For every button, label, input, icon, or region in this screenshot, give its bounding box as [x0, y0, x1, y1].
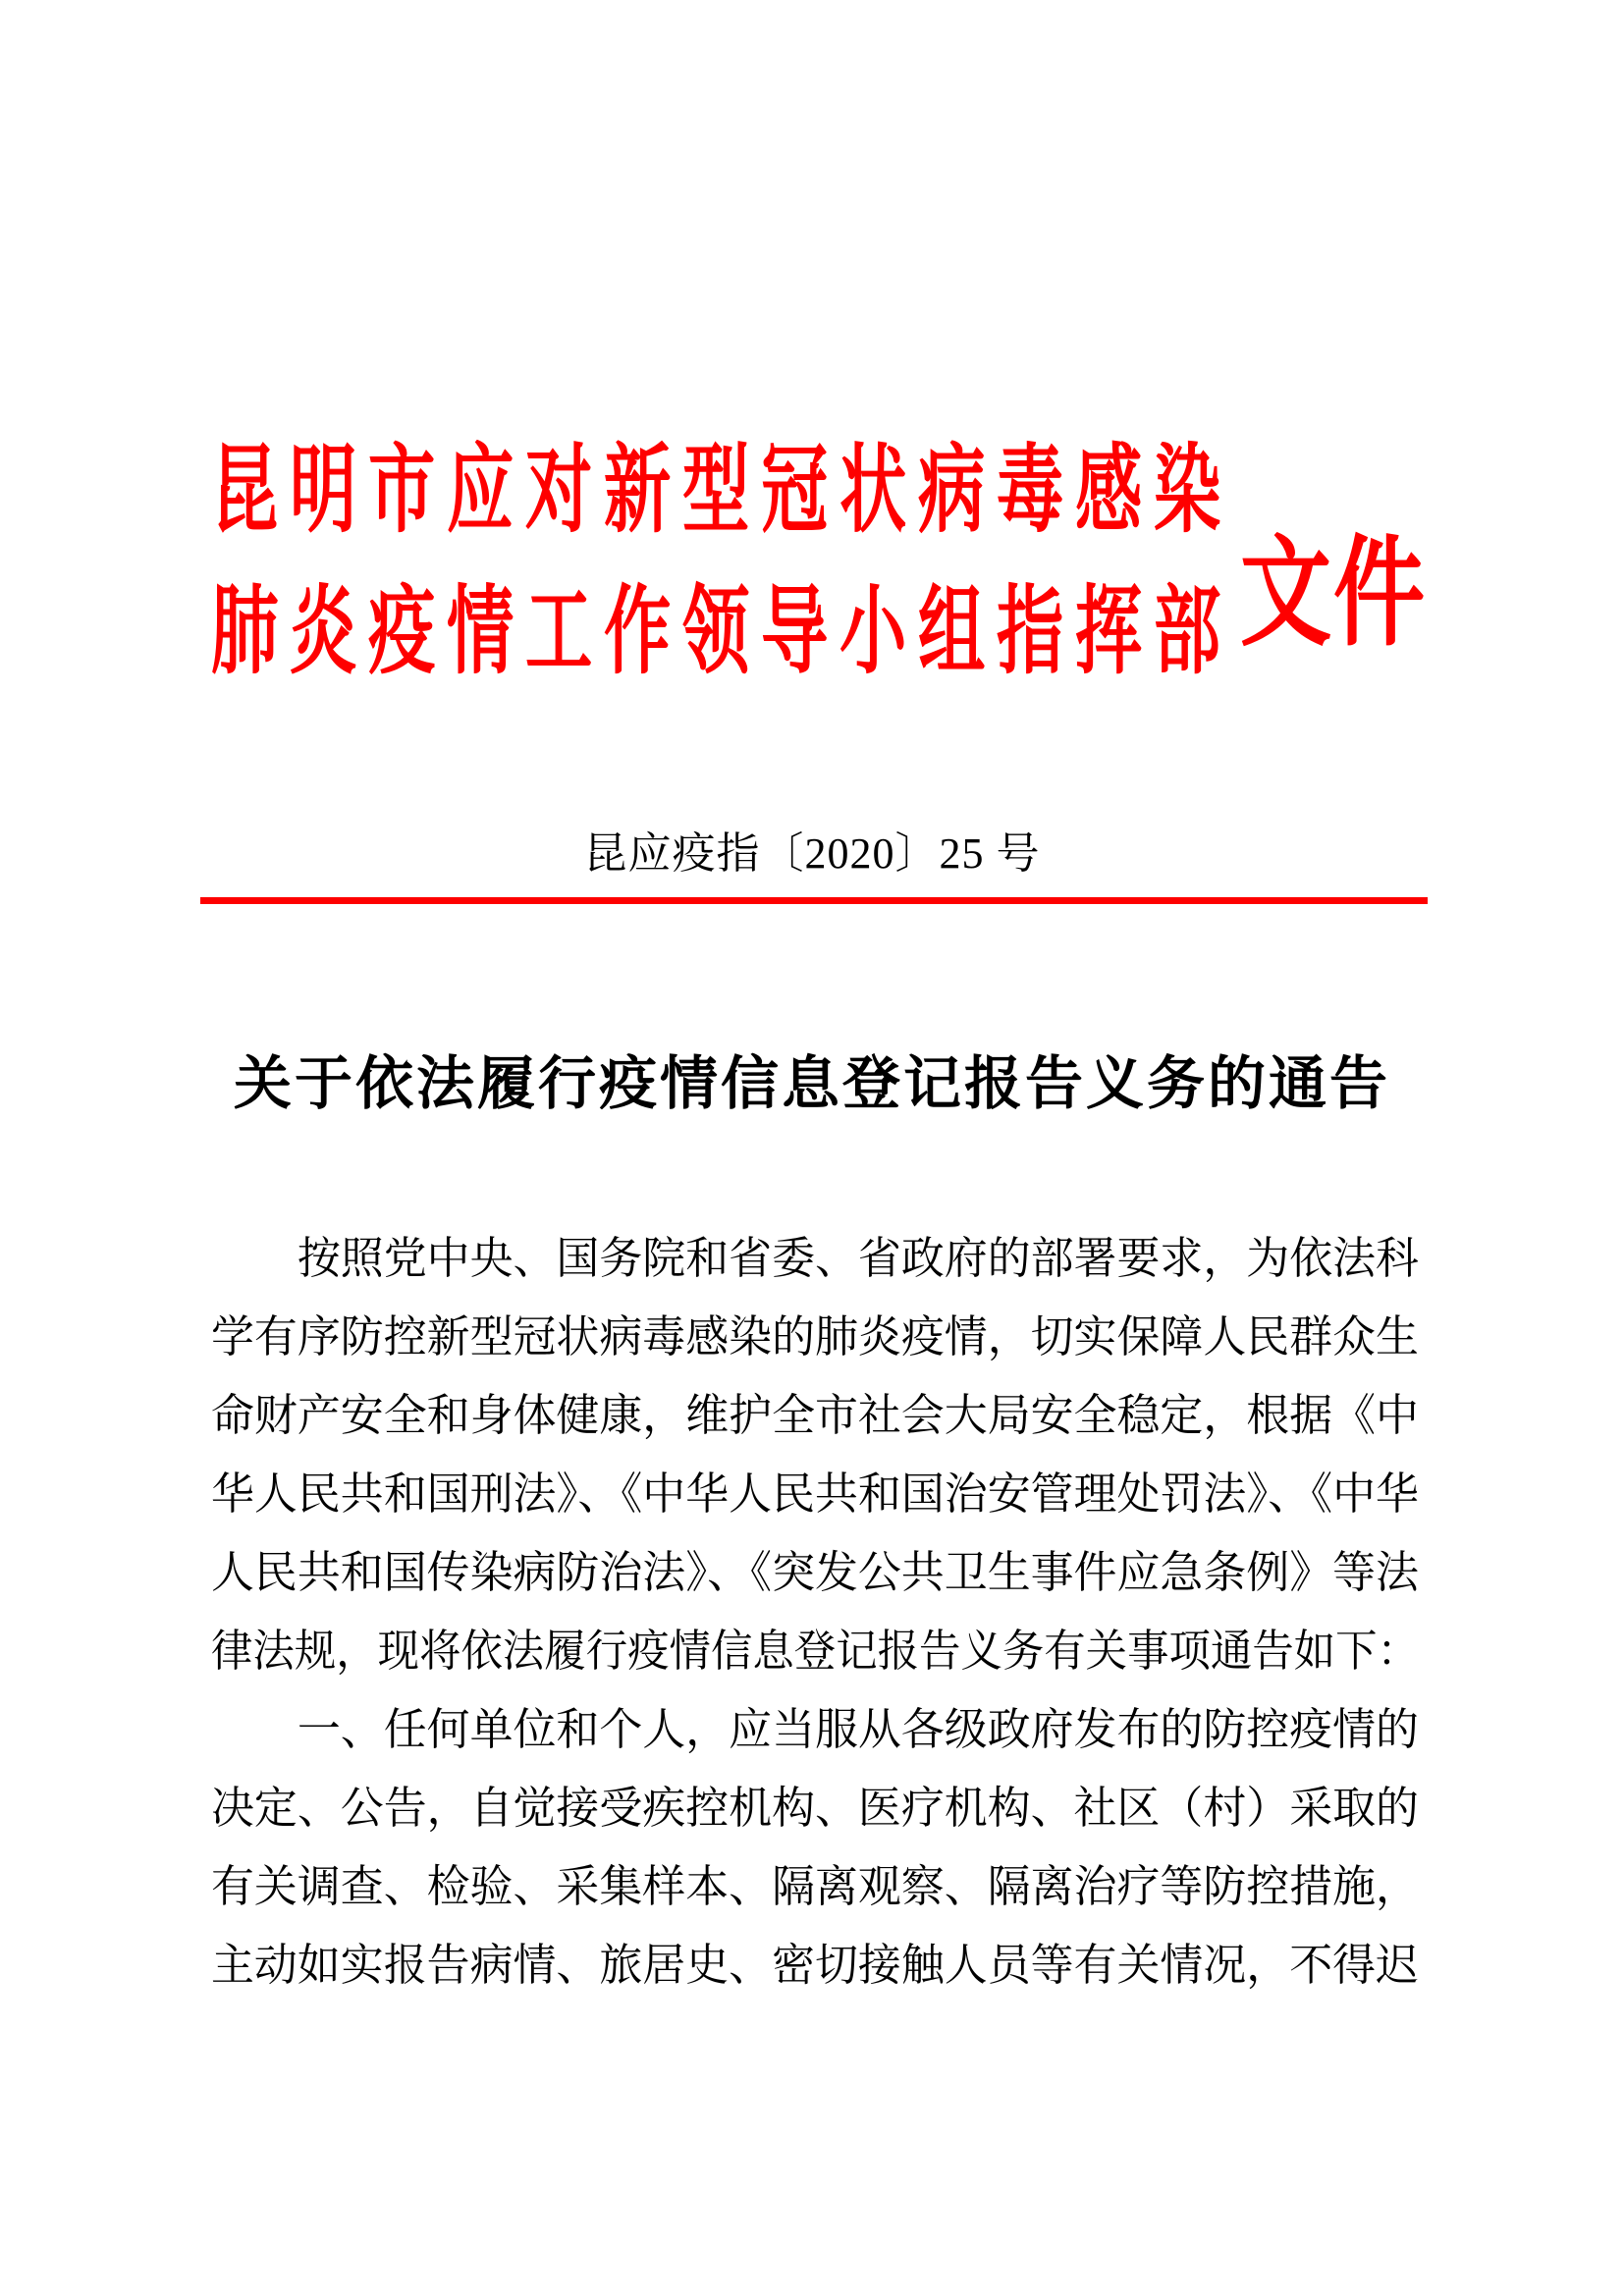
body-line-7: [211, 1690, 1419, 1769]
document-type-label: [1240, 512, 1431, 675]
body-line-9-text: 有关调查、检验、采集样本、隔离观察、隔离治疗等防控措施，: [211, 1862, 1419, 1911]
body-line-2-text: 学有序防控新型冠状病毒感染的肺炎疫情，切实保障人民群众生: [211, 1312, 1419, 1362]
body-line-8-text: 决定、公告，自觉接受疾控机构、医疗机构、社区（村）采取的: [211, 1784, 1419, 1833]
body-line-4-text: 华人民共和国刑法》、《中华人民共和国治安管理处罚法》、《中华: [211, 1469, 1419, 1519]
body-line-1: [211, 1219, 1419, 1298]
document-number: 昆应疫指〔2020〕25 号: [583, 829, 1041, 878]
body-line-3-text: 命财产安全和身体健康，维护全市社会大局安全稳定，根据《中: [211, 1391, 1419, 1440]
document-type-label-text: 文件: [1240, 527, 1427, 661]
body-line-10: [211, 1926, 1419, 2004]
issuer-name-line-2: [211, 535, 1258, 727]
body-line-3: [211, 1376, 1419, 1455]
issuer-name-line-1-text: 昆明市应对新型冠状病毒感染: [211, 436, 1232, 544]
body-line-10-text: 主动如实报告病情、旅居史、密切接触人员等有关情况，不得迟: [211, 1941, 1419, 1990]
red-divider-line: [200, 897, 1428, 904]
document-body: [211, 1219, 1419, 2004]
body-line-5: [211, 1533, 1419, 1612]
document-title: 关于依法履行疫情信息登记报告义务的通告: [233, 1051, 1390, 1116]
body-line-4: [211, 1455, 1419, 1533]
body-line-8: [211, 1769, 1419, 1847]
issuer-name-line-2-text: 肺炎疫情工作领导小组指挥部: [211, 577, 1232, 685]
body-line-9: [211, 1847, 1419, 1926]
body-line-6: [211, 1612, 1419, 1690]
body-line-5-text: 人民共和国传染病防治法》、《突发公共卫生事件应急条例》等法: [211, 1548, 1419, 1597]
body-line-1-text: 按照党中央、国务院和省委、省政府的部署要求，为依法科: [211, 1234, 1419, 1283]
body-line-6-text: 律法规，现将依法履行疫情信息登记报告义务有关事项通告如下：: [211, 1627, 1419, 1676]
body-line-2: [211, 1298, 1419, 1376]
body-line-7-text: 一、任何单位和个人，应当服从各级政府发布的防控疫情的: [211, 1705, 1419, 1754]
